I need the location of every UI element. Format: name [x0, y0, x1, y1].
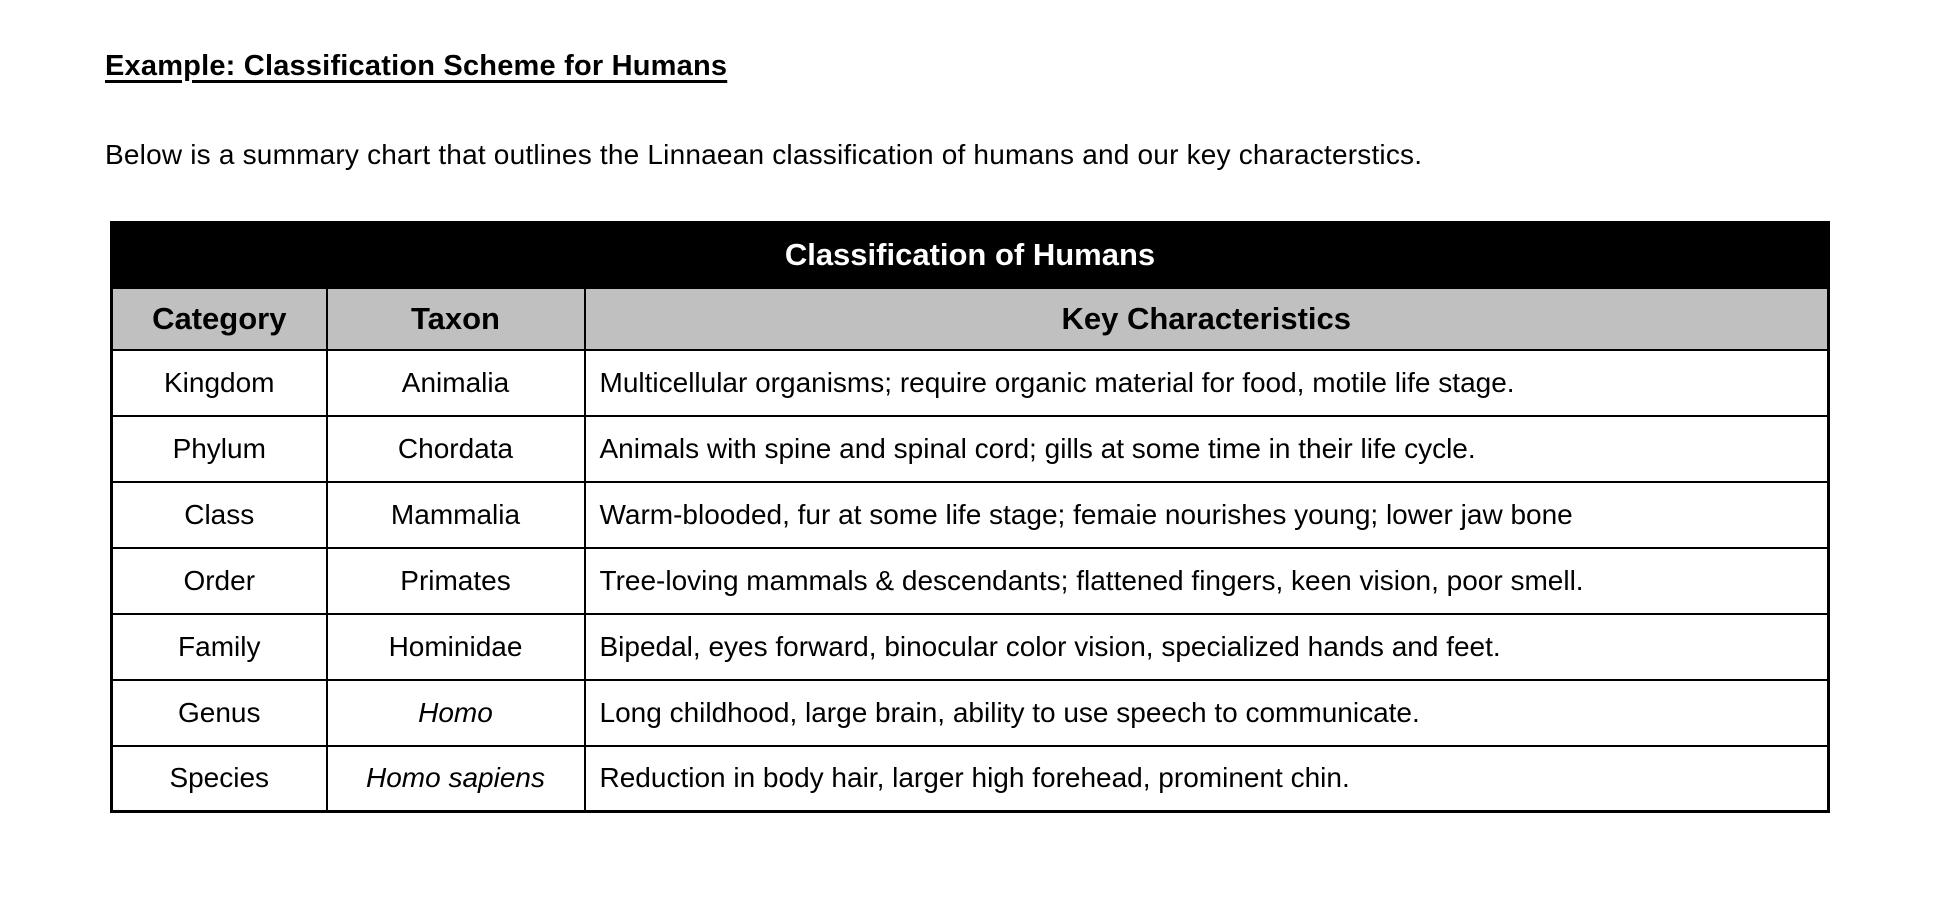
category-cell: Species [112, 746, 327, 812]
page-title: Example: Classification Scheme for Humans [105, 50, 728, 82]
taxon-cell: Homo sapiens [327, 746, 585, 812]
column-header-key-characteristics: Key Characteristics [585, 288, 1829, 350]
taxon-cell: Chordata [327, 416, 585, 482]
category-cell: Order [112, 548, 327, 614]
taxon-cell: Hominidae [327, 614, 585, 680]
characteristics-cell: Reduction in body hair, larger high forehead, prominent chin. [585, 746, 1829, 812]
category-cell: Phylum [112, 416, 327, 482]
table-row-genus [112, 680, 1829, 746]
characteristics-cell: Tree-loving mammals & descendants; flattened fingers, keen vision, poor smell. [585, 548, 1829, 614]
characteristics-cell: Multicellular organisms; require organic material for food, motile life stage. [585, 350, 1829, 416]
classification-table [110, 221, 1830, 813]
characteristics-cell: Long childhood, large brain, ability to use speech to communicate. [585, 680, 1829, 746]
category-cell: Family [112, 614, 327, 680]
category-cell: Kingdom [112, 350, 327, 416]
table-row-family [112, 614, 1829, 680]
taxon-cell: Primates [327, 548, 585, 614]
column-header-row [112, 288, 1829, 350]
table-title: Classification of Humans [112, 223, 1829, 288]
table-row-kingdom [112, 350, 1829, 416]
category-cell: Class [112, 482, 327, 548]
table-row-species [112, 746, 1829, 812]
taxon-cell: Mammalia [327, 482, 585, 548]
characteristics-cell: Animals with spine and spinal cord; gills at some time in their life cycle. [585, 416, 1829, 482]
taxon-cell: Animalia [327, 350, 585, 416]
column-header-category: Category [112, 288, 327, 350]
taxon-cell: Homo [327, 680, 585, 746]
characteristics-cell: Bipedal, eyes forward, binocular color vision, specialized hands and feet. [585, 614, 1829, 680]
table-row-phylum [112, 416, 1829, 482]
table-title-row [112, 223, 1829, 288]
column-header-taxon: Taxon [327, 288, 585, 350]
intro-text: Below is a summary chart that outlines the Linnaean classification of humans and our key characterstics. [105, 139, 1423, 170]
category-cell: Genus [112, 680, 327, 746]
characteristics-cell: Warm-blooded, fur at some life stage; femaie nourishes young; lower jaw bone [585, 482, 1829, 548]
table-row-order [112, 548, 1829, 614]
table-row-class [112, 482, 1829, 548]
